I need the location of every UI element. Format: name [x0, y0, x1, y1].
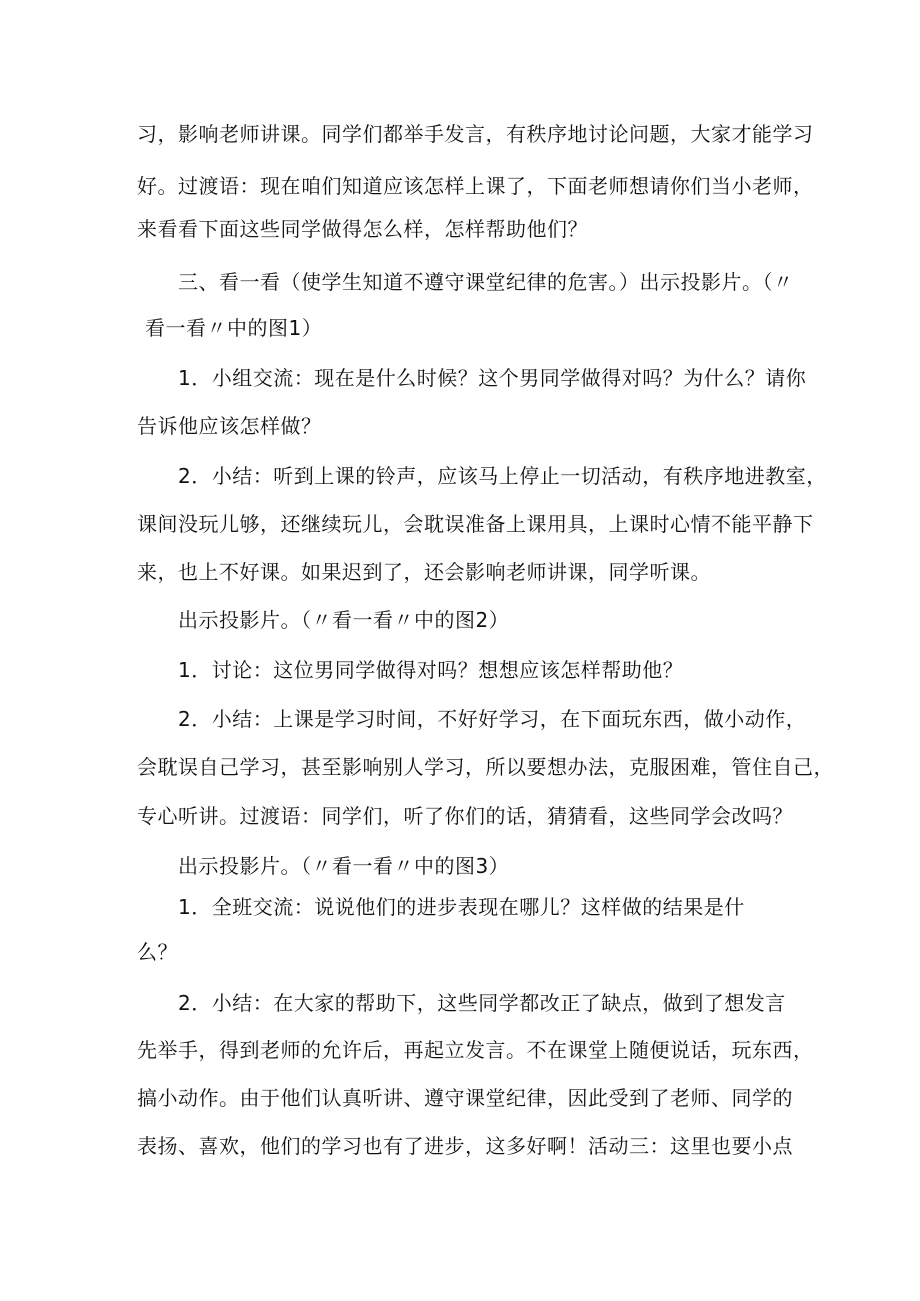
text-line-13: 2．小结：上课是学习时间，不好好学习，在下面玩东西，做小动作，	[178, 707, 807, 731]
text-line-2: 好。过渡语：现在咱们知道应该怎样上课了，下面老师想请你们当小老师，	[137, 174, 814, 198]
text-line-3: 来看看下面这些同学做得怎么样，怎样帮助他们？	[137, 217, 588, 241]
text-line-9: 课间没玩儿够，还继续玩儿，会耽误准备上课用具，上课时心情不能平静下	[137, 512, 814, 536]
text-line-8: 2．小结：听到上课的铃声，应该马上停止一切活动，有秩序地进教室，	[178, 464, 827, 488]
text-line-12: 1．讨论：这位男同学做得对吗？想想应该怎样帮助他？	[178, 658, 684, 682]
text-line-11: 出示投影片。（〃看一看〃中的图2）	[178, 608, 510, 632]
text-line-14: 会耽误自己学习，甚至影响别人学习，所以要想办法，克服困难，管住自己，	[137, 755, 834, 779]
text-line-22: 表扬、喜欢，他们的学习也有了进步，这多好啊！活动三：这里也要小点	[137, 1134, 793, 1158]
text-line-1: 习，影响老师讲课。同学们都举手发言，有秩序地讨论问题，大家才能学习	[137, 122, 814, 146]
text-line-6: 1．小组交流：现在是什么时候？这个男同学做得对吗？为什么？请你	[178, 366, 807, 390]
text-line-15: 专心听讲。过渡语：同学们，听了你们的话，猜猜看，这些同学会改吗？	[137, 804, 793, 828]
text-line-19: 2．小结：在大家的帮助下，这些同学都改正了缺点，做到了想发言	[178, 991, 786, 1015]
section-heading-look: 三、看一看（使学生知道不遵守课堂纪律的危害。）出示投影片。（〃	[178, 270, 794, 294]
text-line-21: 搞小动作。由于他们认真听讲、遵守课堂纪律，因此受到了老师、同学的	[137, 1086, 793, 1110]
text-line-17: 1．全班交流：说说他们的进步表现在哪儿？这样做的结果是什	[178, 895, 745, 919]
text-line-5: 看一看〃中的图1）	[145, 316, 323, 340]
text-line-18: 么？	[137, 940, 178, 964]
text-line-16: 出示投影片。（〃看一看〃中的图3）	[178, 854, 510, 878]
text-line-7: 告诉他应该怎样做？	[137, 414, 322, 438]
text-line-20: 先举手，得到老师的允许后，再起立发言。不在课堂上随便说话，玩东西，	[137, 1038, 814, 1062]
text-line-10: 来，也上不好课。如果迟到了，还会影响老师讲课，同学听课。	[137, 560, 711, 584]
